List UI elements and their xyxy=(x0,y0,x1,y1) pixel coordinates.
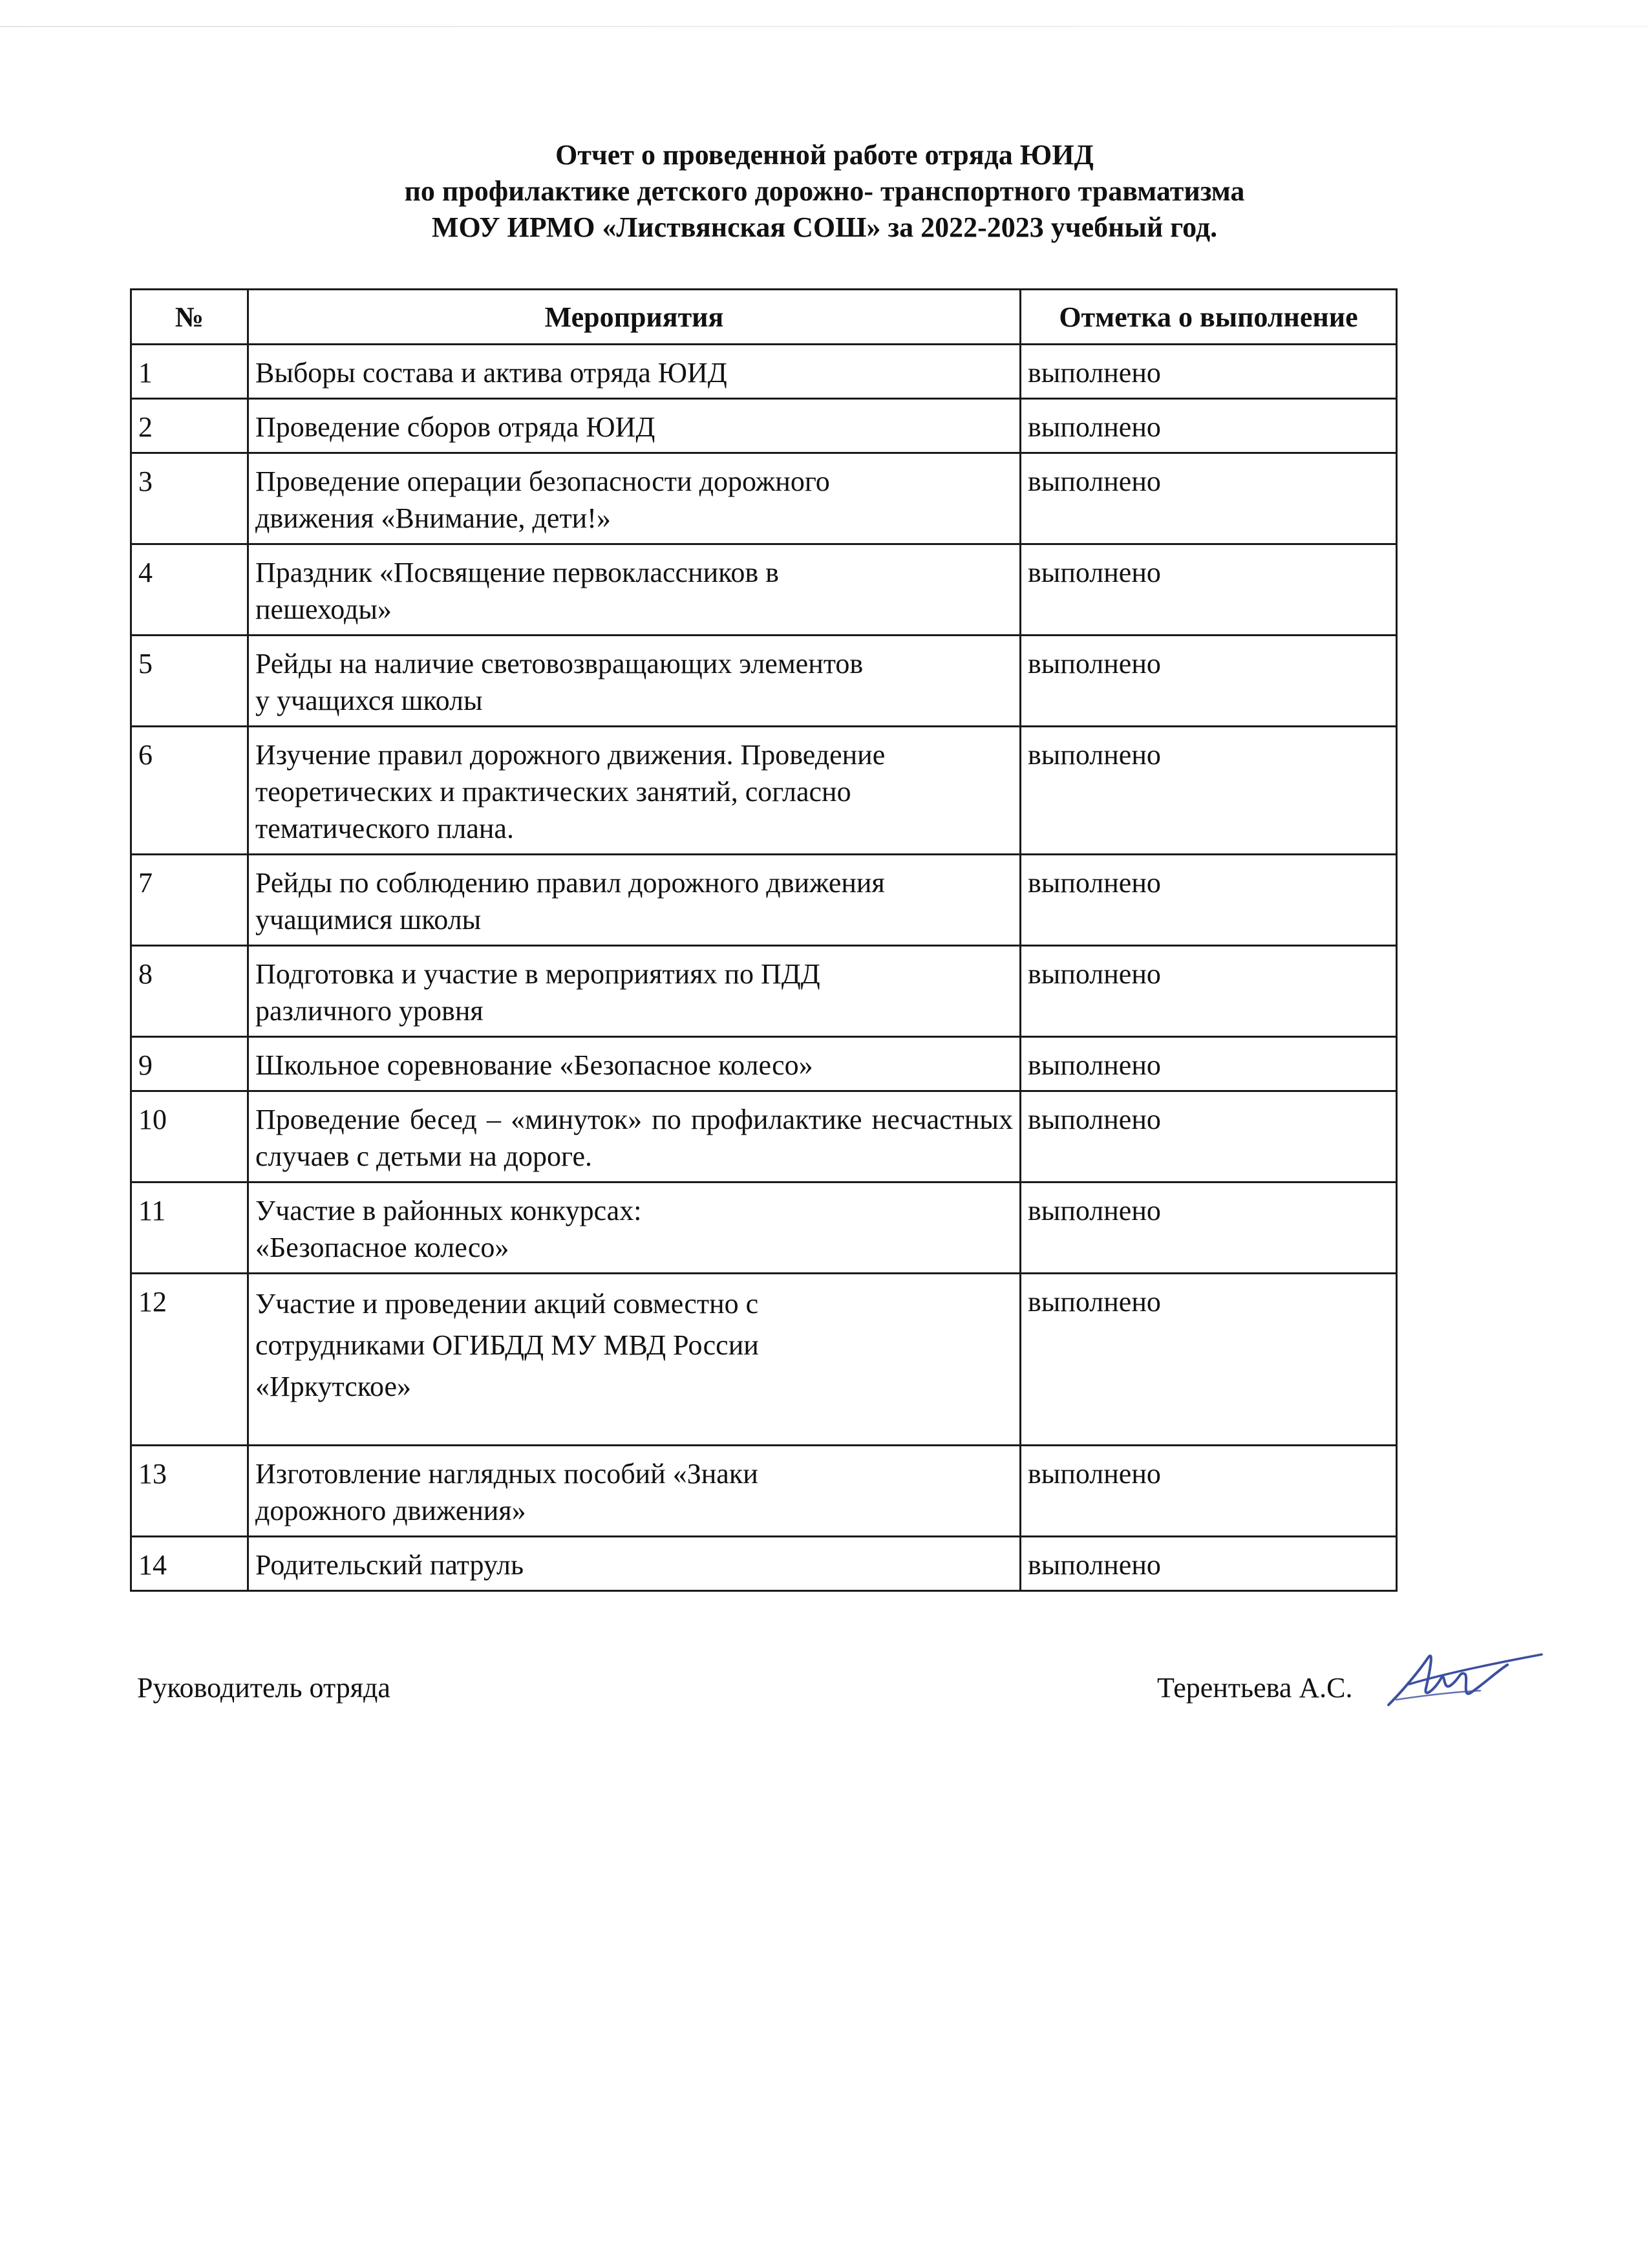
report-table xyxy=(130,288,1398,1592)
row-mark: выполнено xyxy=(1021,1274,1397,1446)
row-mark: выполнено xyxy=(1021,1091,1397,1182)
table-row xyxy=(131,636,1397,727)
row-num: 3 xyxy=(131,453,248,544)
row-event: Изготовление наглядных пособий «Знаки дорожного движения» xyxy=(248,1446,1021,1537)
row-num: 9 xyxy=(131,1037,248,1091)
row-num: 13 xyxy=(131,1446,248,1537)
table-row xyxy=(131,855,1397,946)
header-num: № xyxy=(131,290,248,345)
row-event: Проведение операции безопасности дорожного движения «Внимание, дети!» xyxy=(248,453,1021,544)
row-event: Участие и проведении акций совместно с сотрудниками ОГИБДД МУ МВД России «Иркутское» xyxy=(248,1274,1021,1446)
table-row xyxy=(131,453,1397,544)
header-event: Мероприятия xyxy=(248,290,1021,345)
leader-name: Терентьева А.С. xyxy=(1157,1672,1353,1704)
row-event: Рейды на наличие световозвращающих элементов у учащихся школы xyxy=(248,636,1021,727)
row-num: 1 xyxy=(131,345,248,399)
row-num: 7 xyxy=(131,855,248,946)
document-title xyxy=(0,137,1649,246)
row-num: 2 xyxy=(131,399,248,453)
row-mark: выполнено xyxy=(1021,399,1397,453)
header-mark: Отметка о выполнение xyxy=(1021,290,1397,345)
table-row xyxy=(131,1037,1397,1091)
table-row xyxy=(131,1091,1397,1182)
row-num: 6 xyxy=(131,727,248,855)
row-mark: выполнено xyxy=(1021,727,1397,855)
row-mark: выполнено xyxy=(1021,855,1397,946)
row-mark: выполнено xyxy=(1021,453,1397,544)
table-row xyxy=(131,399,1397,453)
row-num: 10 xyxy=(131,1091,248,1182)
table-row xyxy=(131,544,1397,636)
table-row xyxy=(131,1274,1397,1446)
row-event: Участие в районных конкурсах: «Безопасное колесо» xyxy=(248,1182,1021,1274)
row-mark: выполнено xyxy=(1021,1446,1397,1537)
title-line-3: МОУ ИРМО «Листвянская СОШ» за 2022-2023 учебный год. xyxy=(431,211,1218,243)
row-num: 12 xyxy=(131,1274,248,1446)
table-row xyxy=(131,727,1397,855)
row-event: Выборы состава и актива отряда ЮИД xyxy=(248,345,1021,399)
row-mark: выполнено xyxy=(1021,1037,1397,1091)
row-mark: выполнено xyxy=(1021,1182,1397,1274)
table-row xyxy=(131,1182,1397,1274)
table-row xyxy=(131,345,1397,399)
row-num: 14 xyxy=(131,1537,248,1591)
row-event: Рейды по соблюдению правил дорожного движения учащимися школы xyxy=(248,855,1021,946)
row-num: 4 xyxy=(131,544,248,636)
title-line-1: Отчет о проведенной работе отряда ЮИД xyxy=(555,139,1094,171)
row-mark: выполнено xyxy=(1021,636,1397,727)
table-row xyxy=(131,1537,1397,1591)
table-row xyxy=(131,1446,1397,1537)
row-event: Школьное соревнование «Безопасное колесо» xyxy=(248,1037,1021,1091)
table-header-row xyxy=(131,290,1397,345)
row-num: 5 xyxy=(131,636,248,727)
table-row xyxy=(131,946,1397,1037)
row-event: Родительский патруль xyxy=(248,1537,1021,1591)
row-event: Проведение сборов отряда ЮИД xyxy=(248,399,1021,453)
row-event: Проведение бесед – «минуток» по профилактике несчастных случаев с детьми на дороге. xyxy=(248,1091,1021,1182)
row-mark: выполнено xyxy=(1021,345,1397,399)
row-num: 8 xyxy=(131,946,248,1037)
scan-edge-line xyxy=(0,26,1649,27)
row-mark: выполнено xyxy=(1021,544,1397,636)
row-mark: выполнено xyxy=(1021,946,1397,1037)
row-event: Изучение правил дорожного движения. Проведение теоретических и практических занятий, согласно тематического плана. xyxy=(248,727,1021,855)
handwritten-signature xyxy=(1383,1645,1545,1717)
row-num: 11 xyxy=(131,1182,248,1274)
row-event: Подготовка и участие в мероприятиях по ПДД различного уровня xyxy=(248,946,1021,1037)
row-mark: выполнено xyxy=(1021,1537,1397,1591)
title-line-2: по профилактике детского дорожно- транспортного травматизма xyxy=(404,175,1245,207)
row-event: Праздник «Посвящение первоклассников в пешеходы» xyxy=(248,544,1021,636)
team-leader-label: Руководитель отряда xyxy=(137,1672,390,1704)
